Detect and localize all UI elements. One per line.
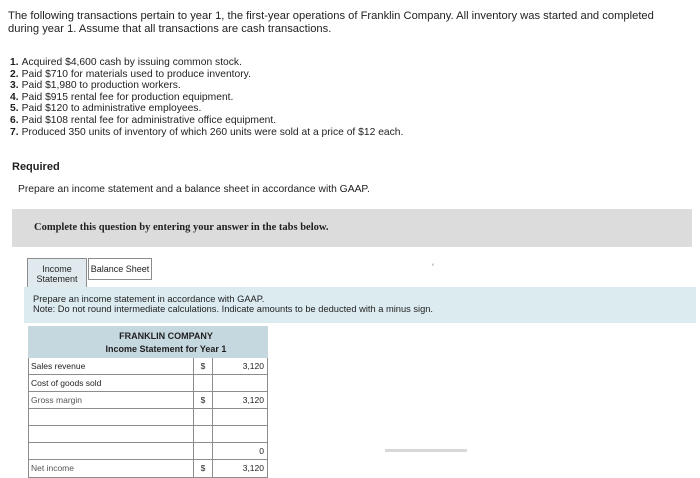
intro-line-1: The following transactions pertain to year 1, the first-year operations of Franklin Company. All inventory was started and completed <box>8 10 654 22</box>
company-name: FRANKLIN COMPANY <box>119 331 213 341</box>
amount-value: 3,120 <box>212 460 268 477</box>
income-statement-table <box>28 326 268 478</box>
amount-input[interactable] <box>212 409 268 425</box>
row-label-input[interactable]: Cost of goods sold <box>28 375 194 391</box>
amount-value: 3,120 <box>212 392 268 408</box>
instructions-line-2: Note: Do not round intermediate calculations. Indicate amounts to be deducted with a minus sign. <box>33 304 433 314</box>
statement-header <box>28 326 268 358</box>
list-item: 5. Paid $120 to administrative employees. <box>10 103 202 115</box>
row-label-input[interactable] <box>28 409 194 425</box>
currency-symbol <box>194 443 212 459</box>
row-label: Net income <box>28 460 194 477</box>
tab-instructions <box>24 287 696 323</box>
tab-income-label-1: Income <box>42 263 72 274</box>
amount-input[interactable] <box>212 426 268 442</box>
currency-symbol <box>194 409 212 425</box>
row-label-input[interactable] <box>28 426 194 442</box>
table-row <box>28 358 268 375</box>
tab-balance-sheet[interactable] <box>88 258 152 280</box>
instruction-banner <box>12 209 692 247</box>
amount-input[interactable]: 3,120 <box>212 358 268 374</box>
tab-balance-label: Balance Sheet <box>90 264 150 274</box>
table-row <box>28 375 268 392</box>
amount-input[interactable] <box>212 375 268 391</box>
scroll-indicator <box>385 449 467 452</box>
currency-symbol: $ <box>200 463 206 473</box>
list-item: 7. Produced 350 units of inventory of which 260 units were sold at a price of $12 each. <box>10 126 404 138</box>
amount-value: 0 <box>212 443 268 459</box>
currency-symbol: $ <box>200 395 206 405</box>
intro-line-2: during year 1. Assume that all transactions are cash transactions. <box>8 23 332 35</box>
currency-symbol <box>194 375 212 391</box>
transaction-list <box>10 57 650 138</box>
list-item: 1. Acquired $4,600 cash by issuing common stock. <box>10 57 242 68</box>
table-row <box>28 426 268 443</box>
list-item: 4. Paid $915 rental fee for production equipment. <box>10 91 234 103</box>
table-row <box>28 460 268 478</box>
tab-income-label-2: Statement <box>36 273 78 284</box>
row-label-input[interactable]: Sales revenue <box>28 358 194 374</box>
list-item: 6. Paid $108 rental fee for administrative office equipment. <box>10 114 277 126</box>
list-item: 2. Paid $710 for materials used to produce inventory. <box>10 68 251 80</box>
table-row <box>28 392 268 409</box>
cursor-icon: ʻ <box>432 262 434 272</box>
statement-title: Income Statement for Year 1 <box>105 344 227 354</box>
required-text: Prepare an income statement and a balance sheet in accordance with GAAP. <box>18 184 370 195</box>
banner-text: Complete this question by entering your answer in the tabs below. <box>34 222 329 233</box>
tab-income-statement[interactable] <box>27 258 87 288</box>
row-label: Gross margin <box>28 392 194 408</box>
currency-symbol: $ <box>200 361 206 371</box>
table-row <box>28 409 268 426</box>
list-item: 3. Paid $1,980 to production workers. <box>10 80 181 92</box>
problem-intro <box>8 10 688 36</box>
currency-symbol <box>194 426 212 442</box>
instructions-line-1: Prepare an income statement in accordance with GAAP. <box>33 294 265 304</box>
required-heading: Required <box>12 161 60 173</box>
row-label <box>28 443 194 459</box>
table-row <box>28 443 268 460</box>
